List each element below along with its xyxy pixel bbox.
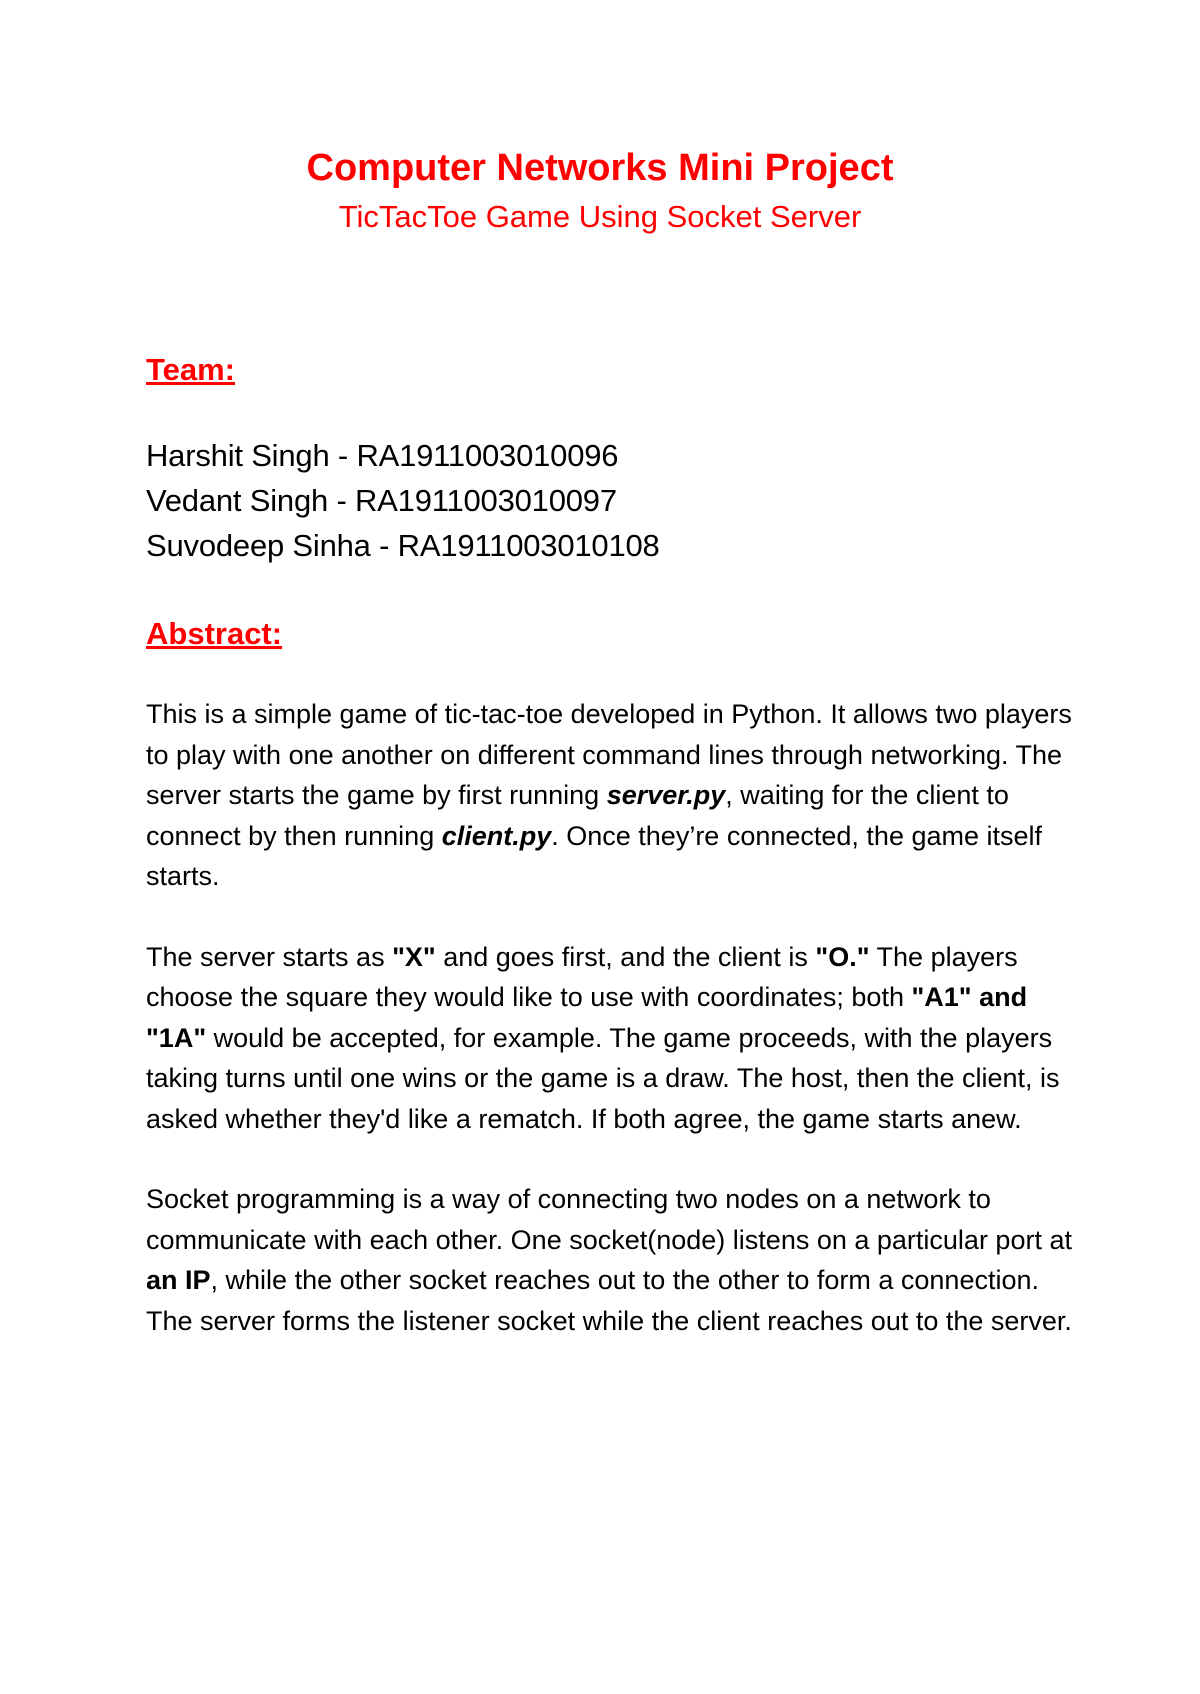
team-member: Harshit Singh - RA1911003010096 — [146, 438, 619, 473]
abstract-text: This is a simple game of tic-tac-toe developed in Python. It allows two players to play with one another on different command lines through networking. The server starts the game by first running — [146, 699, 1072, 810]
title-block — [0, 145, 1200, 237]
abstract-text: The server starts as — [146, 941, 393, 972]
abstract-text: The players choose the square they would like to use with coordinates; both — [146, 941, 1018, 1012]
abstract-paragraph-1 — [146, 694, 1086, 897]
client-filename: client.py — [441, 820, 552, 851]
abstract-paragraph-3 — [146, 1179, 1086, 1341]
document-body — [146, 350, 1086, 1341]
team-member: Suvodeep Sinha - RA1911003010108 — [146, 528, 660, 563]
document-subtitle: TicTacToe Game Using Socket Server — [338, 199, 862, 234]
abstract-text: would be accepted, for example. The game proceeds, with the players taking turns until one wins or the game is a draw. The host, then the client, is asked whether they'd like a rematch. If both agree, the game starts anew. — [146, 1022, 1060, 1134]
x-mark: "X" — [392, 941, 436, 972]
o-mark: "O." — [815, 941, 870, 972]
ip-term: an IP — [146, 1265, 211, 1295]
abstract-heading: Abstract: — [146, 616, 283, 651]
abstract-paragraph-2 — [146, 937, 1086, 1140]
team-list — [146, 433, 1086, 568]
abstract-text: and goes first, and the client is — [435, 941, 816, 972]
team-heading: Team: — [146, 352, 236, 387]
abstract-text: , waiting for the client to connect by then running — [146, 780, 1009, 851]
document-title: Computer Networks Mini Project — [306, 147, 894, 189]
abstract-text: Socket programming is a way of connecting two nodes on a network to communicate with each other. One socket(node) listens on a particular port at — [146, 1184, 1072, 1255]
team-member: Vedant Singh - RA1911003010097 — [146, 483, 617, 518]
abstract-text: . Once they’re connected, the game itself starts. — [146, 820, 1043, 891]
coordinate-examples: "A1" and "1A" — [146, 982, 1028, 1053]
abstract-text: , while the other socket reaches out to the other to form a connection. The server forms the listener socket while the client reaches out to the server. — [146, 1265, 1072, 1336]
server-filename: server.py — [606, 780, 726, 810]
